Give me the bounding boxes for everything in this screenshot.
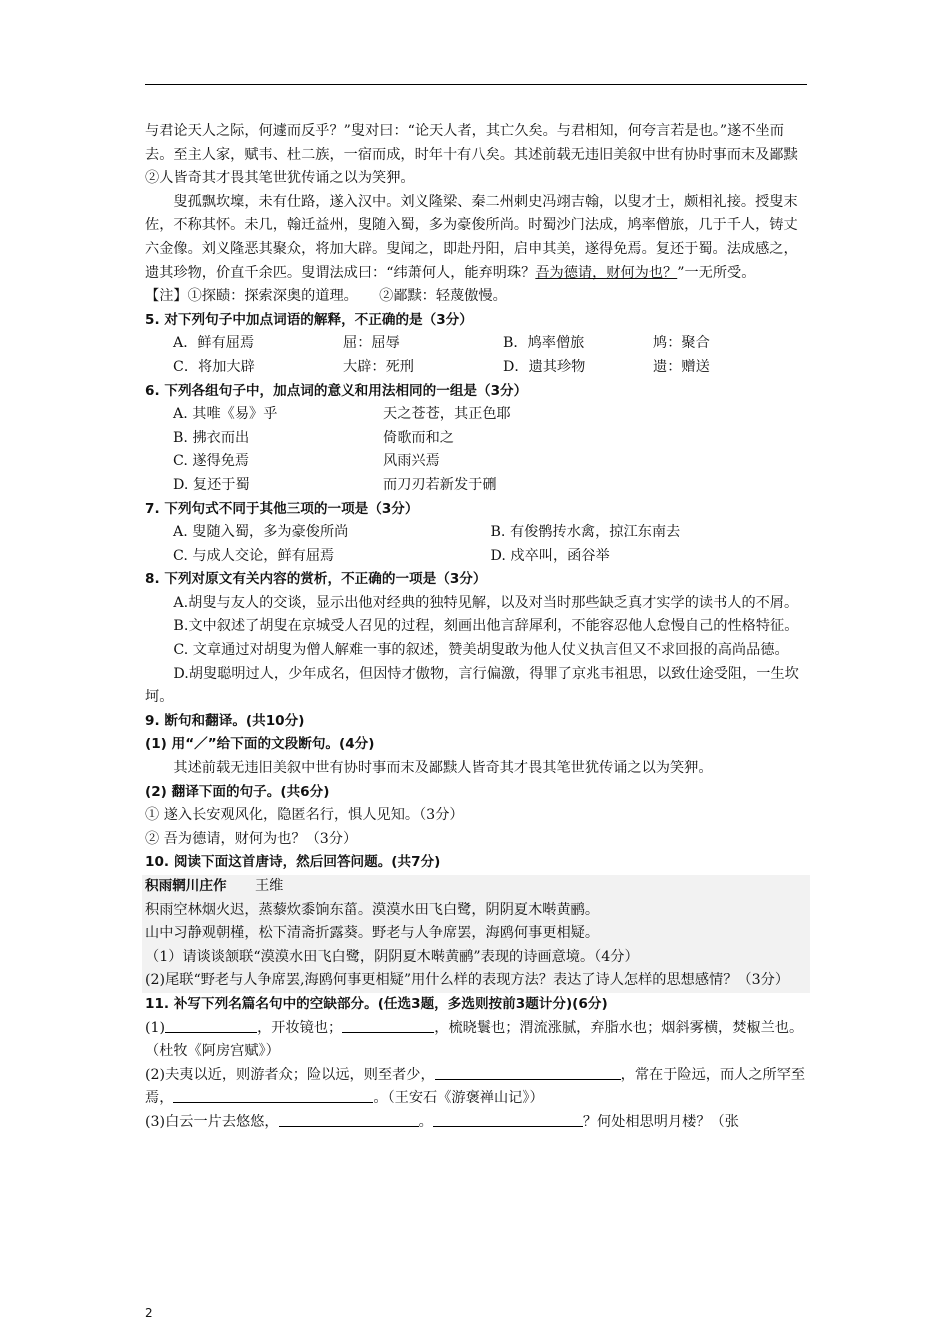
q8-option-a: A.胡叟与友人的交谈，显示出他对经典的独特见解，以及对当时那些缺乏真才实学的读书人的不屑。	[173, 594, 799, 611]
blank-3[interactable]	[435, 1065, 621, 1080]
q9-sentence-2: ② 吾为德请，财何为也？（3分）	[145, 830, 358, 847]
q6-row-c: C. 遂得免焉 风雨兴焉	[173, 453, 440, 470]
q7-row-2: C. 与成人交论，鲜有屈焉 D. 戍卒叫，函谷举	[173, 547, 610, 564]
q6-row-b: B. 拂衣而出 倚歌而和之	[173, 429, 454, 446]
q9-sub2: (2) 翻译下面的句子。(共6分)	[145, 783, 330, 800]
q9-stem: 9. 断句和翻译。(共10分)	[145, 712, 305, 729]
q6-row-a: A. 其唯《易》乎 天之苍苍，其正色耶	[173, 406, 511, 423]
q6-stem: 6. 下列各组句子中，加点词的意义和用法相同的一组是（3分）	[145, 382, 528, 399]
poem-heading	[145, 875, 810, 899]
q6-row-d: D. 复还于蜀 而刀刃若新发于硎	[173, 476, 497, 493]
poem-line-1: 积雨空林烟火迟，蒸藜炊黍饷东菑。漠漠水田飞白鹭，阴阴夏木啭黄鹂。	[145, 901, 600, 918]
passage-note: 【注】①探赜：探索深奥的道理。 ②鄙黩：轻蔑傲慢。	[145, 288, 507, 305]
passage-line1: 与君论天人之际，何遽而反乎？”叟对曰：“论天人者，其亡久矣。与君相知，何夸言若是也。”遂不坐而去。至主人家，赋韦、杜二族，一宿而成，时年十有八矣。其述前载无违旧美叙中世有协时事而末及鄙黩②人皆奇其才畏其笔世犹传诵之以为笑狎。	[145, 123, 798, 187]
blank-5[interactable]	[279, 1112, 419, 1127]
blank-6[interactable]	[433, 1112, 583, 1127]
q11-item-2: (2)夫夷以近，则游者众；险以远，则至者少， ，常在于险远，而人之所罕至焉， 。（王安石《游褒禅山记》）	[145, 1066, 806, 1107]
q9-sentence-1: ① 遂入长安观风化，隐匿名行，惧人见知。（3分）	[145, 807, 464, 824]
q7-stem: 7. 下列句式不同于其他三项的一项是（3分）	[145, 500, 419, 517]
q5-stem: 5. 对下列句子中加点词语的解释，不正确的是（3分）	[145, 311, 473, 328]
q10-ask-2: (2)尾联“野老与人争席罢,海鸥何事更相疑”用什么样的表现方法？表达了诗人怎样的思想感情？（3分）	[145, 972, 790, 989]
q8-option-c: C. 文章通过对胡叟为僧人解难一事的叙述，赞美胡叟敢为他人仗义执言但又不求回报的高尚品德。	[173, 642, 789, 659]
exam-page	[145, 120, 810, 1135]
q8-option-d: D.胡叟聪明过人，少年成名，但因恃才傲物，言行偏激，得罪了京兆韦祖思，以致仕途受阻，一生坎坷。	[145, 665, 799, 706]
passage-para2: 叟孤飘坎壈，未有仕路，遂入汉中。刘义隆梁、秦二州刺史冯翊吉翰，以叟才士，颇相礼接。授叟末佐，不称其怀。未几，翰迁益州，叟随入蜀，多为豪俊所尚。时蜀沙门法成，鸠率僧旅，几于千人，铸丈六金像。刘义隆恶其聚众，将加大辟。叟闻之，即赴丹阳，启申其美，遂得免焉。复还于蜀。法成感之，遗其珍物，价直千余匹。叟谓法成曰：“纬萧何人，能弃明珠？吾为德请，财何为也？”一无所受。	[145, 193, 798, 281]
page-number: 2	[145, 1306, 153, 1320]
q5-row-1: A．鲜有屈焉 屈：屈辱 B．鸠率僧旅 鸠：聚合	[173, 335, 710, 352]
poem-line-2: 山中习静观朝槿，松下清斋折露葵。野老与人争席罢，海鸥何事更相疑。	[145, 925, 600, 942]
header-rule	[145, 84, 807, 85]
q8-option-b: B.文中叙述了胡叟在京城受人召见的过程，刻画出他言辞犀利，不能容忍他人怠慢自己的性格特征。	[173, 618, 799, 635]
q11-item-1: (1) ，开妆镜也； ，梳晓鬟也；渭流涨腻，弃脂水也；烟斜雾横，焚椒兰也。（杜牧《阿房宫赋》）	[145, 1019, 804, 1060]
q9-text: 其述前载无违旧美叙中世有协时事而末及鄙黩人皆奇其才畏其笔世犹传诵之以为笑狎。	[173, 760, 713, 777]
q7-row-1: A. 叟随入蜀，多为豪俊所尚 B. 有俊鹘抟水禽，掠江东南去	[173, 524, 681, 541]
q11-item-3: (3)白云一片去悠悠， 。 ？何处相思明月楼？（张	[145, 1113, 739, 1130]
q9-sub1: (1) 用“／”给下面的文段断句。(4分)	[145, 736, 375, 753]
underlined-sentence: 吾为德请，财何为也？	[535, 264, 678, 281]
blank-2[interactable]	[342, 1018, 434, 1033]
poem-box	[142, 875, 810, 993]
q8-stem: 8. 下列对原文有关内容的赏析，不正确的一项是（3分）	[145, 571, 487, 588]
poem-author: 王维	[254, 878, 284, 894]
poem-title: 积雨辋川庄作	[145, 878, 227, 894]
q5-row-2: C．将加大辟 大辟：死刑 D．遗其珍物 遗：赠送	[173, 358, 710, 375]
q10-ask-1: （1）请谈谈颔联“漠漠水田飞白鹭，阴阴夏木啭黄鹂”表现的诗画意境。（4分）	[145, 948, 639, 965]
q10-stem: 10. 阅读下面这首唐诗，然后回答问题。(共7分)	[145, 854, 441, 871]
blank-1[interactable]	[165, 1018, 257, 1033]
blank-4[interactable]	[173, 1088, 373, 1103]
q11-stem: 11. 补写下列名篇名句中的空缺部分。(任选3题，多选则按前3题计分)(6分)	[145, 995, 608, 1012]
